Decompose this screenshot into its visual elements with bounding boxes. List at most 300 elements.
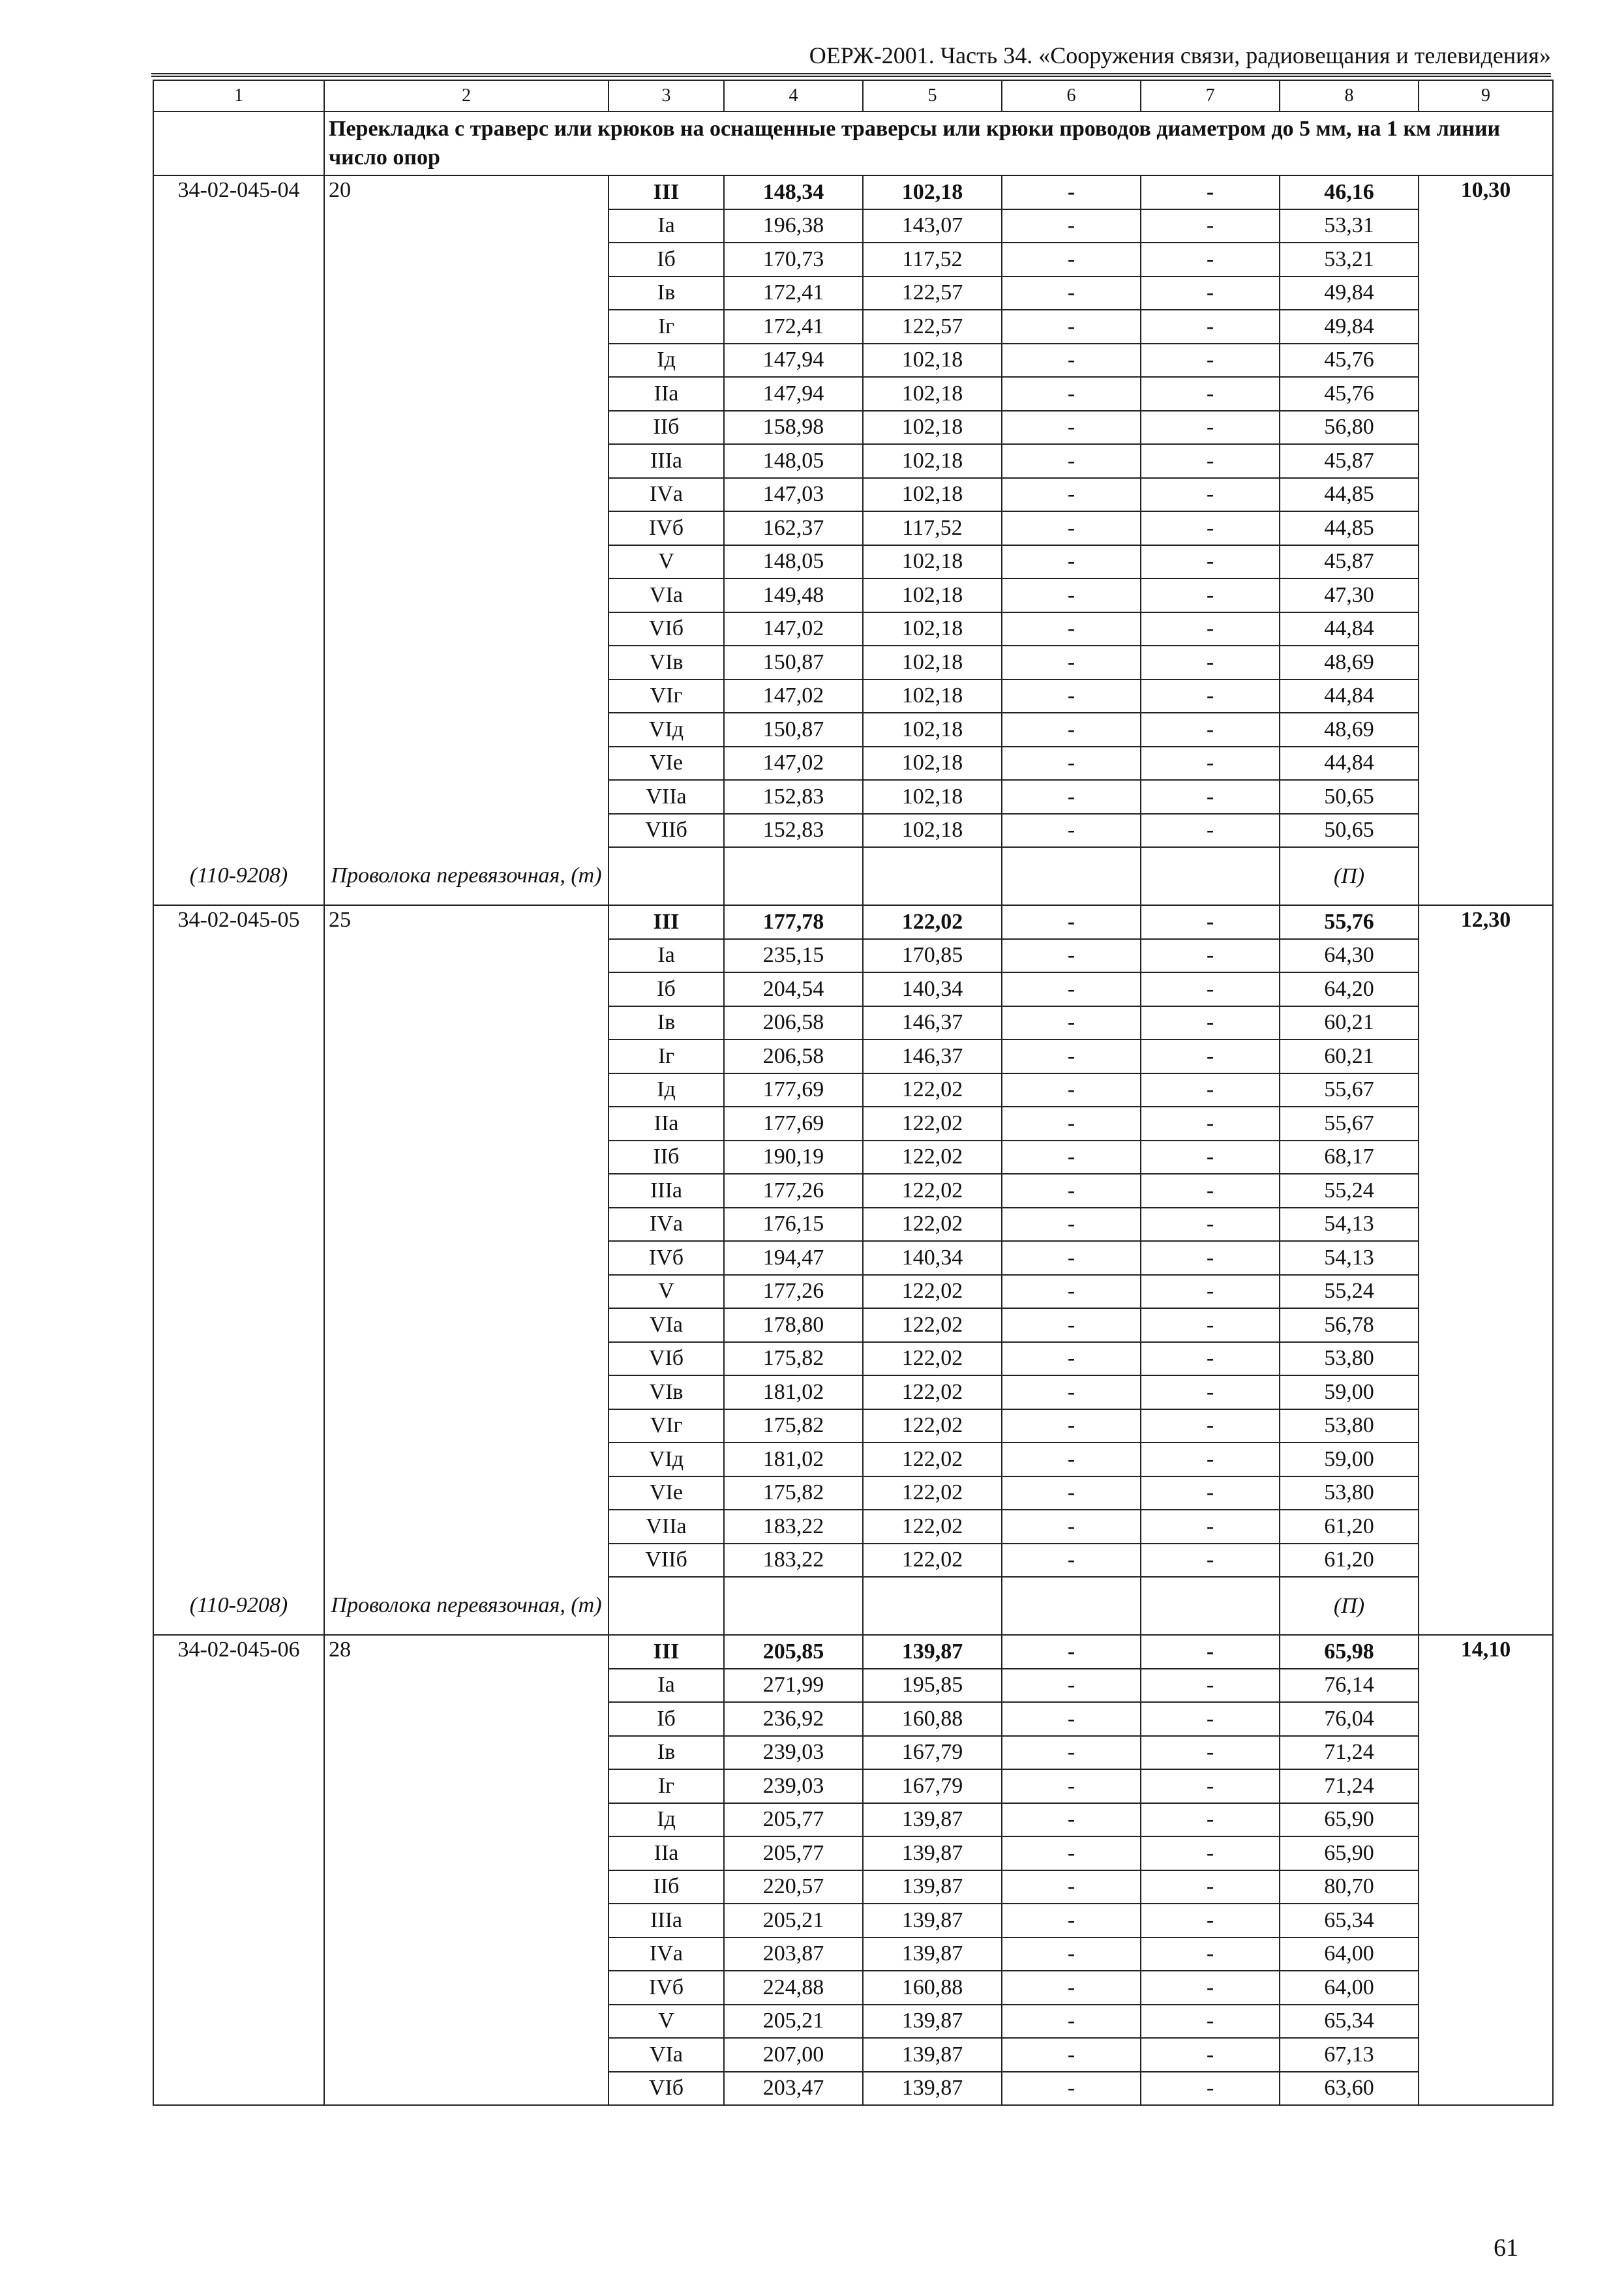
total-cost: 175,82	[724, 1342, 863, 1376]
material-name: Проволока перевязочная, (т)	[324, 847, 609, 905]
materials-cost: 55,67	[1280, 1073, 1419, 1107]
machine-cost: -	[1002, 1208, 1141, 1242]
zone: VIе	[609, 1476, 724, 1510]
materials-cost: 64,30	[1280, 939, 1419, 973]
zone: VIа	[609, 2038, 724, 2072]
total-cost: 239,03	[724, 1769, 863, 1803]
driver-wages: -	[1141, 680, 1280, 713]
driver-wages: -	[1141, 175, 1280, 209]
empty-cell	[1141, 847, 1280, 905]
wages: 139,87	[863, 1803, 1002, 1837]
zone: VIе	[609, 747, 724, 781]
wages: 122,02	[863, 1544, 1002, 1578]
materials-cost: 64,00	[1280, 1971, 1419, 2005]
materials-cost: 48,69	[1280, 713, 1419, 747]
machine-cost: -	[1002, 1476, 1141, 1510]
materials-cost: 60,21	[1280, 1040, 1419, 1073]
wages: 122,02	[863, 1208, 1002, 1242]
total-cost: 148,34	[724, 175, 863, 209]
total-cost: 203,87	[724, 1937, 863, 1971]
driver-wages: -	[1141, 1769, 1280, 1803]
driver-wages: -	[1141, 1544, 1280, 1578]
total-cost: 152,83	[724, 780, 863, 814]
zone: Iд	[609, 1073, 724, 1107]
zone: VIб	[609, 612, 724, 646]
wages: 122,02	[863, 905, 1002, 939]
wages: 146,37	[863, 1006, 1002, 1040]
materials-cost: 45,76	[1280, 344, 1419, 378]
materials-cost: 64,00	[1280, 1937, 1419, 1971]
material-code: (110-9208)	[153, 847, 324, 905]
column-number: 2	[324, 80, 609, 112]
zone: VIг	[609, 680, 724, 713]
driver-wages: -	[1141, 1308, 1280, 1342]
empty-cell	[863, 847, 1002, 905]
machine-cost: -	[1002, 411, 1141, 445]
materials-cost: 46,16	[1280, 175, 1419, 209]
zone: V	[609, 545, 724, 579]
zone: IIа	[609, 377, 724, 411]
wages: 122,02	[863, 1308, 1002, 1342]
zone: IVб	[609, 1241, 724, 1275]
total-cost: 162,37	[724, 511, 863, 545]
driver-wages: -	[1141, 545, 1280, 579]
materials-cost: 53,80	[1280, 1476, 1419, 1510]
machine-cost: -	[1002, 545, 1141, 579]
table-row	[153, 1635, 1553, 1669]
zone: Iб	[609, 1702, 724, 1736]
driver-wages: -	[1141, 1702, 1280, 1736]
zone: Iд	[609, 1803, 724, 1837]
wages: 167,79	[863, 1736, 1002, 1770]
wages: 117,52	[863, 243, 1002, 277]
driver-wages: -	[1141, 1073, 1280, 1107]
zone: Iв	[609, 277, 724, 310]
zone: IIб	[609, 411, 724, 445]
wages: 122,02	[863, 1342, 1002, 1376]
wages: 122,02	[863, 1275, 1002, 1309]
driver-wages: -	[1141, 1241, 1280, 1275]
machine-cost: -	[1002, 1870, 1141, 1904]
driver-wages: -	[1141, 444, 1280, 478]
column-number: 9	[1419, 80, 1553, 112]
zone: IIIа	[609, 1174, 724, 1208]
zone: V	[609, 1275, 724, 1309]
machine-cost: -	[1002, 1937, 1141, 1971]
header-rule	[151, 73, 1551, 77]
total-cost: 177,26	[724, 1275, 863, 1309]
table-row	[153, 905, 1553, 939]
materials-cost: 56,78	[1280, 1308, 1419, 1342]
materials-cost: 61,20	[1280, 1510, 1419, 1544]
driver-wages: -	[1141, 578, 1280, 612]
wages: 122,02	[863, 1174, 1002, 1208]
machine-cost: -	[1002, 1635, 1141, 1669]
machine-cost: -	[1002, 1836, 1141, 1870]
wages: 102,18	[863, 411, 1002, 445]
column-number: 5	[863, 80, 1002, 112]
materials-cost: 44,84	[1280, 747, 1419, 781]
total-cost: 271,99	[724, 1669, 863, 1703]
materials-cost: 49,84	[1280, 310, 1419, 344]
machine-cost: -	[1002, 2038, 1141, 2072]
materials-cost: 65,90	[1280, 1803, 1419, 1837]
driver-wages: -	[1141, 2038, 1280, 2072]
materials-cost: 53,80	[1280, 1342, 1419, 1376]
wages: 122,02	[863, 1443, 1002, 1476]
total-cost: 147,94	[724, 377, 863, 411]
wages: 139,87	[863, 2038, 1002, 2072]
driver-wages: -	[1141, 972, 1280, 1006]
total-cost: 150,87	[724, 713, 863, 747]
zone: IIIа	[609, 1904, 724, 1937]
total-cost: 147,02	[724, 680, 863, 713]
total-cost: 147,03	[724, 478, 863, 512]
driver-wages: -	[1141, 1971, 1280, 2005]
materials-cost: 45,87	[1280, 545, 1419, 579]
driver-wages: -	[1141, 1375, 1280, 1409]
wages: 140,34	[863, 972, 1002, 1006]
zone: VIв	[609, 646, 724, 680]
total-cost: 152,83	[724, 814, 863, 848]
machine-cost: -	[1002, 444, 1141, 478]
wages: 102,18	[863, 747, 1002, 781]
driver-wages: -	[1141, 377, 1280, 411]
support-count: 25	[324, 905, 609, 1577]
total-cost: 175,82	[724, 1409, 863, 1443]
driver-wages: -	[1141, 411, 1280, 445]
wages: 160,88	[863, 1971, 1002, 2005]
machine-cost: -	[1002, 1073, 1141, 1107]
materials-cost: 44,84	[1280, 612, 1419, 646]
driver-wages: -	[1141, 1174, 1280, 1208]
driver-wages: -	[1141, 1141, 1280, 1174]
wages: 102,18	[863, 377, 1002, 411]
materials-cost: 55,76	[1280, 905, 1419, 939]
materials-cost: 45,76	[1280, 377, 1419, 411]
total-cost: 177,78	[724, 905, 863, 939]
material-unit: (П)	[1280, 847, 1419, 905]
zone: Iб	[609, 972, 724, 1006]
machine-cost: -	[1002, 1409, 1141, 1443]
total-cost: 175,82	[724, 1476, 863, 1510]
materials-cost: 55,67	[1280, 1107, 1419, 1141]
driver-wages: -	[1141, 612, 1280, 646]
materials-cost: 63,60	[1280, 2072, 1419, 2106]
wages: 122,57	[863, 277, 1002, 310]
zone: VIд	[609, 1443, 724, 1476]
rate-code: 34-02-045-05	[153, 905, 324, 1577]
total-cost: 147,02	[724, 747, 863, 781]
material-unit: (П)	[1280, 1577, 1419, 1635]
total-cost: 194,47	[724, 1241, 863, 1275]
zone: V	[609, 2005, 724, 2039]
wages: 102,18	[863, 478, 1002, 512]
materials-cost: 44,84	[1280, 680, 1419, 713]
driver-wages: -	[1141, 1443, 1280, 1476]
wages: 102,18	[863, 680, 1002, 713]
total-cost: 196,38	[724, 209, 863, 243]
driver-wages: -	[1141, 905, 1280, 939]
column-number: 7	[1141, 80, 1280, 112]
materials-cost: 47,30	[1280, 578, 1419, 612]
column-number: 6	[1002, 80, 1141, 112]
zone: IVа	[609, 1208, 724, 1242]
materials-cost: 65,34	[1280, 2005, 1419, 2039]
material-row	[153, 847, 1553, 905]
machine-cost: -	[1002, 1040, 1141, 1073]
machine-cost: -	[1002, 1375, 1141, 1409]
total-cost: 178,80	[724, 1308, 863, 1342]
materials-cost: 60,21	[1280, 1006, 1419, 1040]
driver-wages: -	[1141, 713, 1280, 747]
total-cost: 205,77	[724, 1803, 863, 1837]
driver-wages: -	[1141, 209, 1280, 243]
driver-wages: -	[1141, 1669, 1280, 1703]
zone: IVб	[609, 1971, 724, 2005]
zone: IVб	[609, 511, 724, 545]
total-cost: 177,69	[724, 1073, 863, 1107]
total-cost: 148,05	[724, 545, 863, 579]
zone: IVа	[609, 1937, 724, 1971]
total-cost: 148,05	[724, 444, 863, 478]
driver-wages: -	[1141, 1510, 1280, 1544]
support-count: 28	[324, 1635, 609, 2105]
empty-cell	[863, 1577, 1002, 1635]
material-name: Проволока перевязочная, (т)	[324, 1577, 609, 1635]
total-cost: 177,69	[724, 1107, 863, 1141]
zone: Iг	[609, 1040, 724, 1073]
materials-cost: 44,85	[1280, 511, 1419, 545]
machine-cost: -	[1002, 612, 1141, 646]
driver-wages: -	[1141, 747, 1280, 781]
machine-cost: -	[1002, 478, 1141, 512]
driver-wages: -	[1141, 511, 1280, 545]
total-cost: 190,19	[724, 1141, 863, 1174]
machine-cost: -	[1002, 511, 1141, 545]
zone: IIб	[609, 1870, 724, 1904]
materials-cost: 45,87	[1280, 444, 1419, 478]
support-count: 20	[324, 175, 609, 847]
wages: 117,52	[863, 511, 1002, 545]
zone: IIа	[609, 1107, 724, 1141]
total-cost: 206,58	[724, 1040, 863, 1073]
wages: 139,87	[863, 1904, 1002, 1937]
total-cost: 235,15	[724, 939, 863, 973]
materials-cost: 64,20	[1280, 972, 1419, 1006]
empty-cell	[1002, 847, 1141, 905]
machine-cost: -	[1002, 972, 1141, 1006]
total-cost: 239,03	[724, 1736, 863, 1770]
machine-cost: -	[1002, 2005, 1141, 2039]
driver-wages: -	[1141, 2072, 1280, 2106]
machine-cost: -	[1002, 243, 1141, 277]
machine-cost: -	[1002, 713, 1141, 747]
materials-cost: 71,24	[1280, 1736, 1419, 1770]
driver-wages: -	[1141, 277, 1280, 310]
machine-cost: -	[1002, 646, 1141, 680]
total-cost: 158,98	[724, 411, 863, 445]
machine-cost: -	[1002, 1308, 1141, 1342]
wages: 139,87	[863, 2005, 1002, 2039]
driver-wages: -	[1141, 310, 1280, 344]
materials-cost: 54,13	[1280, 1241, 1419, 1275]
empty-cell	[1141, 1577, 1280, 1635]
column-number: 4	[724, 80, 863, 112]
materials-cost: 53,21	[1280, 243, 1419, 277]
materials-cost: 55,24	[1280, 1174, 1419, 1208]
machine-cost: -	[1002, 344, 1141, 378]
labor-cost: 12,30	[1419, 905, 1553, 1635]
wages: 102,18	[863, 646, 1002, 680]
total-cost: 236,92	[724, 1702, 863, 1736]
zone: IIIа	[609, 444, 724, 478]
wages: 102,18	[863, 780, 1002, 814]
wages: 122,02	[863, 1107, 1002, 1141]
machine-cost: -	[1002, 1803, 1141, 1837]
wages: 122,02	[863, 1476, 1002, 1510]
driver-wages: -	[1141, 1870, 1280, 1904]
machine-cost: -	[1002, 2072, 1141, 2106]
total-cost: 177,26	[724, 1174, 863, 1208]
machine-cost: -	[1002, 578, 1141, 612]
materials-cost: 48,69	[1280, 646, 1419, 680]
rate-code: 34-02-045-06	[153, 1635, 324, 2105]
driver-wages: -	[1141, 1342, 1280, 1376]
wages: 102,18	[863, 814, 1002, 848]
wages: 195,85	[863, 1669, 1002, 1703]
materials-cost: 59,00	[1280, 1375, 1419, 1409]
table-body	[153, 80, 1553, 2105]
zone: VIб	[609, 2072, 724, 2106]
zone: Iв	[609, 1736, 724, 1770]
zone: VIа	[609, 1308, 724, 1342]
total-cost: 183,22	[724, 1510, 863, 1544]
materials-cost: 49,84	[1280, 277, 1419, 310]
machine-cost: -	[1002, 1702, 1141, 1736]
machine-cost: -	[1002, 1275, 1141, 1309]
driver-wages: -	[1141, 478, 1280, 512]
total-cost: 181,02	[724, 1375, 863, 1409]
materials-cost: 59,00	[1280, 1443, 1419, 1476]
wages: 146,37	[863, 1040, 1002, 1073]
driver-wages: -	[1141, 1040, 1280, 1073]
labor-cost: 10,30	[1419, 175, 1553, 905]
zone: Iа	[609, 209, 724, 243]
wages: 143,07	[863, 209, 1002, 243]
wages: 160,88	[863, 1702, 1002, 1736]
labor-cost: 14,10	[1419, 1635, 1553, 2105]
total-cost: 147,94	[724, 344, 863, 378]
empty-cell	[724, 1577, 863, 1635]
machine-cost: -	[1002, 1669, 1141, 1703]
driver-wages: -	[1141, 1107, 1280, 1141]
total-cost: 207,00	[724, 2038, 863, 2072]
total-cost: 205,21	[724, 2005, 863, 2039]
driver-wages: -	[1141, 1275, 1280, 1309]
driver-wages: -	[1141, 1006, 1280, 1040]
materials-cost: 65,98	[1280, 1635, 1419, 1669]
wages: 102,18	[863, 612, 1002, 646]
wages: 139,87	[863, 2072, 1002, 2106]
machine-cost: -	[1002, 905, 1141, 939]
empty-cell	[609, 847, 724, 905]
machine-cost: -	[1002, 310, 1141, 344]
machine-cost: -	[1002, 1971, 1141, 2005]
total-cost: 149,48	[724, 578, 863, 612]
materials-cost: 44,85	[1280, 478, 1419, 512]
zone: Iг	[609, 310, 724, 344]
zone: III	[609, 1635, 724, 1669]
materials-cost: 55,24	[1280, 1275, 1419, 1309]
materials-cost: 61,20	[1280, 1544, 1419, 1578]
driver-wages: -	[1141, 1208, 1280, 1242]
wages: 167,79	[863, 1769, 1002, 1803]
wages: 102,18	[863, 578, 1002, 612]
empty-cell	[153, 112, 324, 175]
driver-wages: -	[1141, 1409, 1280, 1443]
wages: 122,02	[863, 1409, 1002, 1443]
driver-wages: -	[1141, 1635, 1280, 1669]
wages: 122,02	[863, 1375, 1002, 1409]
machine-cost: -	[1002, 175, 1141, 209]
materials-cost: 54,13	[1280, 1208, 1419, 1242]
wages: 122,02	[863, 1141, 1002, 1174]
driver-wages: -	[1141, 1904, 1280, 1937]
total-cost: 183,22	[724, 1544, 863, 1578]
wages: 139,87	[863, 1937, 1002, 1971]
machine-cost: -	[1002, 1510, 1141, 1544]
machine-cost: -	[1002, 1107, 1141, 1141]
materials-cost: 76,14	[1280, 1669, 1419, 1703]
total-cost: 176,15	[724, 1208, 863, 1242]
machine-cost: -	[1002, 209, 1141, 243]
driver-wages: -	[1141, 646, 1280, 680]
materials-cost: 50,65	[1280, 814, 1419, 848]
machine-cost: -	[1002, 1141, 1141, 1174]
column-number: 8	[1280, 80, 1419, 112]
zone: VIIб	[609, 1544, 724, 1578]
zone: Iд	[609, 344, 724, 378]
zone: VIа	[609, 578, 724, 612]
zone: IIб	[609, 1141, 724, 1174]
driver-wages: -	[1141, 344, 1280, 378]
total-cost: 203,47	[724, 2072, 863, 2106]
column-number: 3	[609, 80, 724, 112]
column-number-row	[153, 80, 1553, 112]
total-cost: 204,54	[724, 972, 863, 1006]
zone: VIд	[609, 713, 724, 747]
wages: 122,02	[863, 1073, 1002, 1107]
machine-cost: -	[1002, 1769, 1141, 1803]
zone: Iв	[609, 1006, 724, 1040]
driver-wages: -	[1141, 1803, 1280, 1837]
wages: 139,87	[863, 1870, 1002, 1904]
machine-cost: -	[1002, 1544, 1141, 1578]
zone: Iа	[609, 1669, 724, 1703]
wages: 139,87	[863, 1836, 1002, 1870]
zone: Iб	[609, 243, 724, 277]
materials-cost: 67,13	[1280, 2038, 1419, 2072]
machine-cost: -	[1002, 1174, 1141, 1208]
zone: Iа	[609, 939, 724, 973]
zone: III	[609, 905, 724, 939]
machine-cost: -	[1002, 277, 1141, 310]
machine-cost: -	[1002, 1241, 1141, 1275]
materials-cost: 71,24	[1280, 1769, 1419, 1803]
total-cost: 205,77	[724, 1836, 863, 1870]
materials-cost: 65,90	[1280, 1836, 1419, 1870]
